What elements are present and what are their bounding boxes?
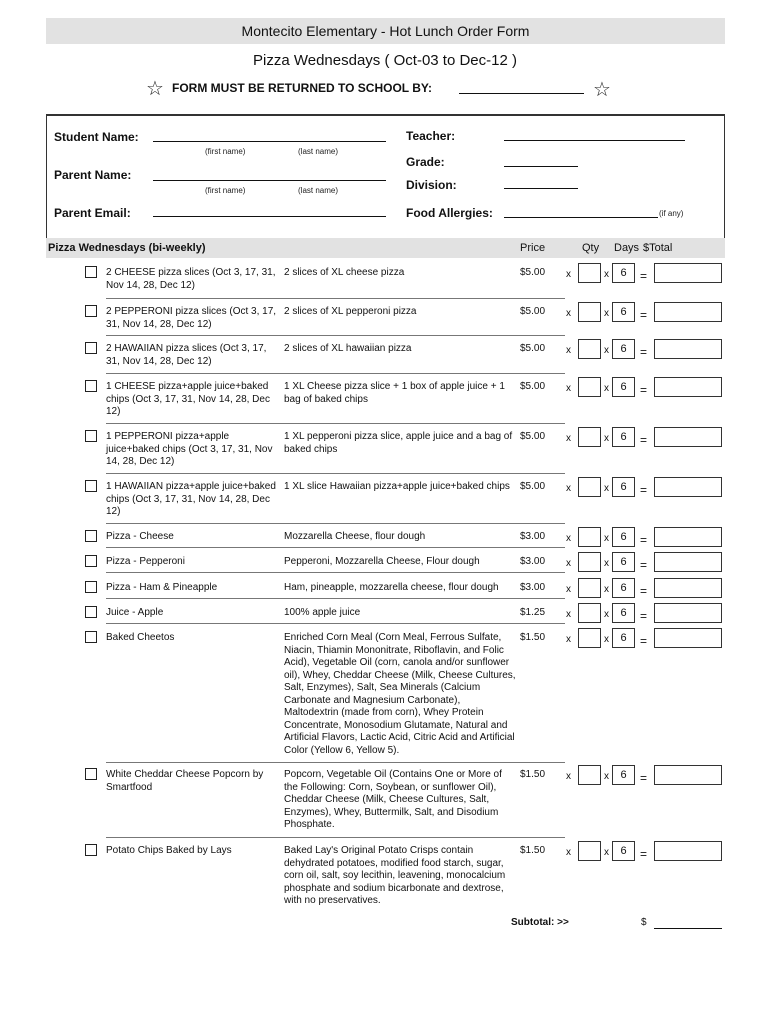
row-divider — [106, 623, 565, 624]
multiply-sign: x — [604, 558, 609, 569]
equals-sign: = — [640, 771, 648, 785]
qty-input[interactable] — [578, 427, 601, 447]
section-label: Pizza Wednesdays (bi-weekly) — [48, 242, 206, 254]
equals-sign: = — [640, 558, 648, 572]
multiply-sign: x — [566, 269, 571, 280]
item-description: Pepperoni, Mozzarella Cheese, Flour dough — [284, 556, 480, 567]
multiply-sign: x — [604, 308, 609, 319]
col-total-header: $Total — [643, 242, 673, 254]
form-title: Montecito Elementary - Hot Lunch Order Form — [46, 18, 725, 44]
division-field[interactable] — [504, 188, 578, 189]
item-description: 100% apple juice — [284, 607, 361, 618]
item-description: 1 XL pepperoni pizza slice, apple juice and a bag of baked chips — [284, 431, 513, 455]
return-deadline-field[interactable] — [459, 93, 584, 94]
multiply-sign: x — [566, 634, 571, 645]
equals-sign: = — [640, 584, 648, 598]
equals-sign: = — [640, 483, 648, 497]
multiply-sign: x — [604, 345, 609, 356]
equals-sign: = — [640, 383, 648, 397]
row-divider — [106, 298, 565, 299]
item-checkbox[interactable] — [85, 631, 97, 643]
qty-input[interactable] — [578, 552, 601, 572]
multiply-sign: x — [604, 584, 609, 595]
equals-sign: = — [640, 269, 648, 283]
days-value: 6 — [612, 427, 635, 447]
item-price: $1.50 — [520, 769, 546, 780]
qty-input[interactable] — [578, 477, 601, 497]
item-checkbox[interactable] — [85, 305, 97, 317]
item-checkbox[interactable] — [85, 581, 97, 593]
item-price: $5.00 — [520, 306, 546, 317]
qty-input[interactable] — [578, 578, 601, 598]
multiply-sign: x — [566, 609, 571, 620]
division-label: Division: — [406, 178, 457, 192]
multiply-sign: x — [566, 483, 571, 494]
days-value: 6 — [612, 765, 635, 785]
days-value: 6 — [612, 263, 635, 283]
item-price: $1.25 — [520, 607, 546, 618]
row-divider — [106, 473, 565, 474]
student-first-name-hint: (first name) — [205, 147, 246, 156]
food-allergies-field[interactable] — [504, 217, 658, 218]
multiply-sign: x — [566, 308, 571, 319]
form-subtitle: Pizza Wednesdays ( Oct-03 to Dec-12 ) — [253, 52, 517, 69]
item-name: Baked Cheetos — [106, 632, 175, 643]
total-input[interactable] — [654, 339, 722, 359]
item-checkbox[interactable] — [85, 530, 97, 542]
col-days-header: Days — [614, 242, 640, 254]
food-allergies-label: Food Allergies: — [406, 206, 493, 220]
item-name: Pizza - Cheese — [106, 531, 174, 542]
star-icon-right: ☆ — [593, 79, 611, 101]
qty-input[interactable] — [578, 603, 601, 623]
grade-field[interactable] — [504, 166, 578, 167]
item-checkbox[interactable] — [85, 380, 97, 392]
subtotal-field[interactable] — [654, 928, 722, 929]
item-description: 2 slices of XL cheese pizza — [284, 267, 405, 278]
item-description: Baked Lay's Original Potato Crisps contain dehydrated potatoes, modified food starch, sugar, corn oil, salt, soy lecithin, leavening, monocalcium phosphate and sodium bicarbonate and dextrose, with no preservatives. — [284, 845, 506, 906]
item-checkbox[interactable] — [85, 844, 97, 856]
item-price: $1.50 — [520, 845, 546, 856]
parent-first-name-hint: (first name) — [205, 186, 246, 195]
parent-name-label: Parent Name: — [54, 168, 132, 182]
item-name: Juice - Apple — [106, 607, 164, 618]
days-value: 6 — [612, 477, 635, 497]
item-price: $5.00 — [520, 431, 546, 442]
item-price: $3.00 — [520, 531, 546, 542]
total-input[interactable] — [654, 477, 722, 497]
item-price: $3.00 — [520, 582, 546, 593]
student-name-field[interactable] — [153, 141, 386, 142]
total-input[interactable] — [654, 603, 722, 623]
equals-sign: = — [640, 634, 648, 648]
parent-email-field[interactable] — [153, 216, 386, 217]
teacher-label: Teacher: — [406, 129, 456, 143]
multiply-sign: x — [566, 771, 571, 782]
multiply-sign: x — [604, 634, 609, 645]
row-divider — [106, 547, 565, 548]
item-description: 2 slices of XL hawaiian pizza — [284, 343, 412, 354]
total-input[interactable] — [654, 527, 722, 547]
item-price: $5.00 — [520, 267, 546, 278]
qty-input[interactable] — [578, 377, 601, 397]
days-value: 6 — [612, 603, 635, 623]
item-checkbox[interactable] — [85, 606, 97, 618]
student-name-label: Student Name: — [54, 130, 139, 144]
item-price: $5.00 — [520, 481, 546, 492]
total-input[interactable] — [654, 302, 722, 322]
item-name: 2 CHEESE pizza slices (Oct 3, 17, 31, Nov 14, 28, Dec 12) — [106, 267, 276, 291]
equals-sign: = — [640, 433, 648, 447]
parent-name-field[interactable] — [153, 180, 386, 181]
multiply-sign: x — [604, 771, 609, 782]
item-checkbox[interactable] — [85, 342, 97, 354]
item-checkbox[interactable] — [85, 555, 97, 567]
qty-input[interactable] — [578, 527, 601, 547]
item-description: 2 slices of XL pepperoni pizza — [284, 306, 417, 317]
item-name: 1 CHEESE pizza+apple juice+baked chips (Oct 3, 17, 31, Nov 14, 28, Dec 12) — [106, 381, 270, 417]
item-name: Pizza - Pepperoni — [106, 556, 185, 567]
item-name: 2 HAWAIIAN pizza slices (Oct 3, 17, 31, Nov 14, 28, Dec 12) — [106, 343, 267, 367]
student-last-name-hint: (last name) — [298, 147, 339, 156]
item-name: Potato Chips Baked by Lays — [106, 845, 232, 856]
total-input[interactable] — [654, 765, 722, 785]
multiply-sign: x — [566, 533, 571, 544]
parent-email-label: Parent Email: — [54, 206, 131, 220]
row-divider — [106, 837, 565, 838]
item-price: $5.00 — [520, 343, 546, 354]
days-value: 6 — [612, 552, 635, 572]
qty-input[interactable] — [578, 263, 601, 283]
item-description: 1 XL Cheese pizza slice + 1 box of apple juice + 1 bag of baked chips — [284, 381, 505, 405]
total-input[interactable] — [654, 628, 722, 648]
total-input[interactable] — [654, 377, 722, 397]
multiply-sign: x — [566, 345, 571, 356]
multiply-sign: x — [566, 383, 571, 394]
equals-sign: = — [640, 533, 648, 547]
student-info-box — [46, 114, 725, 238]
teacher-field[interactable] — [504, 140, 685, 141]
multiply-sign: x — [566, 847, 571, 858]
qty-input[interactable] — [578, 765, 601, 785]
item-description: Popcorn, Vegetable Oil (Contains One or More of the Following: Corn, Soybean, or sunflower Oil), Cheddar Cheese (Milk, Cheese Cultures, Salt, Enzymes), Whey, Buttermilk, Salt, and Disodium Phosphate. — [284, 769, 502, 830]
item-price: $1.50 — [520, 632, 546, 643]
item-price: $3.00 — [520, 556, 546, 567]
qty-input[interactable] — [578, 302, 601, 322]
multiply-sign: x — [604, 609, 609, 620]
multiply-sign: x — [566, 584, 571, 595]
total-input[interactable] — [654, 427, 722, 447]
days-value: 6 — [612, 628, 635, 648]
item-checkbox[interactable] — [85, 480, 97, 492]
item-description: Mozzarella Cheese, flour dough — [284, 531, 426, 542]
item-name: White Cheddar Cheese Popcorn by Smartfood — [106, 769, 264, 793]
multiply-sign: x — [566, 433, 571, 444]
col-price-header: Price — [520, 242, 546, 254]
item-name: 2 PEPPERONI pizza slices (Oct 3, 17, 31, Nov 14, 28, Dec 12) — [106, 306, 277, 330]
item-checkbox[interactable] — [85, 266, 97, 278]
multiply-sign: x — [604, 847, 609, 858]
multiply-sign: x — [604, 483, 609, 494]
days-value: 6 — [612, 578, 635, 598]
total-input[interactable] — [654, 578, 722, 598]
item-name: 1 HAWAIIAN pizza+apple juice+baked chips (Oct 3, 17, 31, Nov 14, 28, Dec 12) — [106, 481, 276, 517]
multiply-sign: x — [604, 383, 609, 394]
equals-sign: = — [640, 345, 648, 359]
qty-input[interactable] — [578, 841, 601, 861]
item-name: 1 PEPPERONI pizza+apple juice+baked chips (Oct 3, 17, 31, Nov 14, 28, Dec 12) — [106, 431, 273, 467]
item-description: Ham, pineapple, mozzarella cheese, flour dough — [284, 582, 499, 593]
row-divider — [106, 423, 565, 424]
equals-sign: = — [640, 609, 648, 623]
row-divider — [106, 335, 565, 336]
return-deadline-label: FORM MUST BE RETURNED TO SCHOOL BY: — [172, 81, 433, 95]
total-input[interactable] — [654, 552, 722, 572]
row-divider — [106, 572, 565, 573]
multiply-sign: x — [604, 433, 609, 444]
row-divider — [106, 762, 565, 763]
if-any-hint: (if any) — [659, 209, 684, 218]
dollar-sign: $ — [641, 917, 647, 928]
multiply-sign: x — [604, 269, 609, 280]
star-icon-left: ☆ — [146, 78, 164, 100]
days-value: 6 — [612, 339, 635, 359]
subtotal-label: Subtotal: >> — [511, 917, 569, 928]
equals-sign: = — [640, 308, 648, 322]
col-qty-header: Qty — [582, 242, 600, 254]
row-divider — [106, 598, 565, 599]
table-header — [46, 238, 725, 258]
item-price: $5.00 — [520, 381, 546, 392]
multiply-sign: x — [604, 533, 609, 544]
row-divider — [106, 523, 565, 524]
item-description: Enriched Corn Meal (Corn Meal, Ferrous Sulfate, Niacin, Thiamin Mononitrate, Riboflavin, and Folic Acid), Vegetable Oil (corn, canola and/or sunflower oil), Whey, Cheddar Cheese (Milk, Cheese Cultures, Salt, Enzymes), Salt, Sea Minerals (Calcium Carbonate and Magnesium Carbonate), Maltodextrin (made from corn), Whey Protein Concentrate, Monosodium Glutamate, Natural and Artificial Flavors, Lactic Acid, Citric Acid and Artificial Color (Yellow 6, Yellow 5). — [284, 632, 516, 756]
row-divider — [106, 373, 565, 374]
item-name: Pizza - Ham & Pineapple — [106, 582, 218, 593]
item-checkbox[interactable] — [85, 768, 97, 780]
grade-label: Grade: — [406, 155, 445, 169]
parent-last-name-hint: (last name) — [298, 186, 339, 195]
item-checkbox[interactable] — [85, 430, 97, 442]
total-input[interactable] — [654, 841, 722, 861]
multiply-sign: x — [566, 558, 571, 569]
item-description: 1 XL slice Hawaiian pizza+apple juice+baked chips — [284, 481, 510, 492]
total-input[interactable] — [654, 263, 722, 283]
days-value: 6 — [612, 377, 635, 397]
days-value: 6 — [612, 841, 635, 861]
days-value: 6 — [612, 302, 635, 322]
days-value: 6 — [612, 527, 635, 547]
equals-sign: = — [640, 847, 648, 861]
qty-input[interactable] — [578, 339, 601, 359]
qty-input[interactable] — [578, 628, 601, 648]
